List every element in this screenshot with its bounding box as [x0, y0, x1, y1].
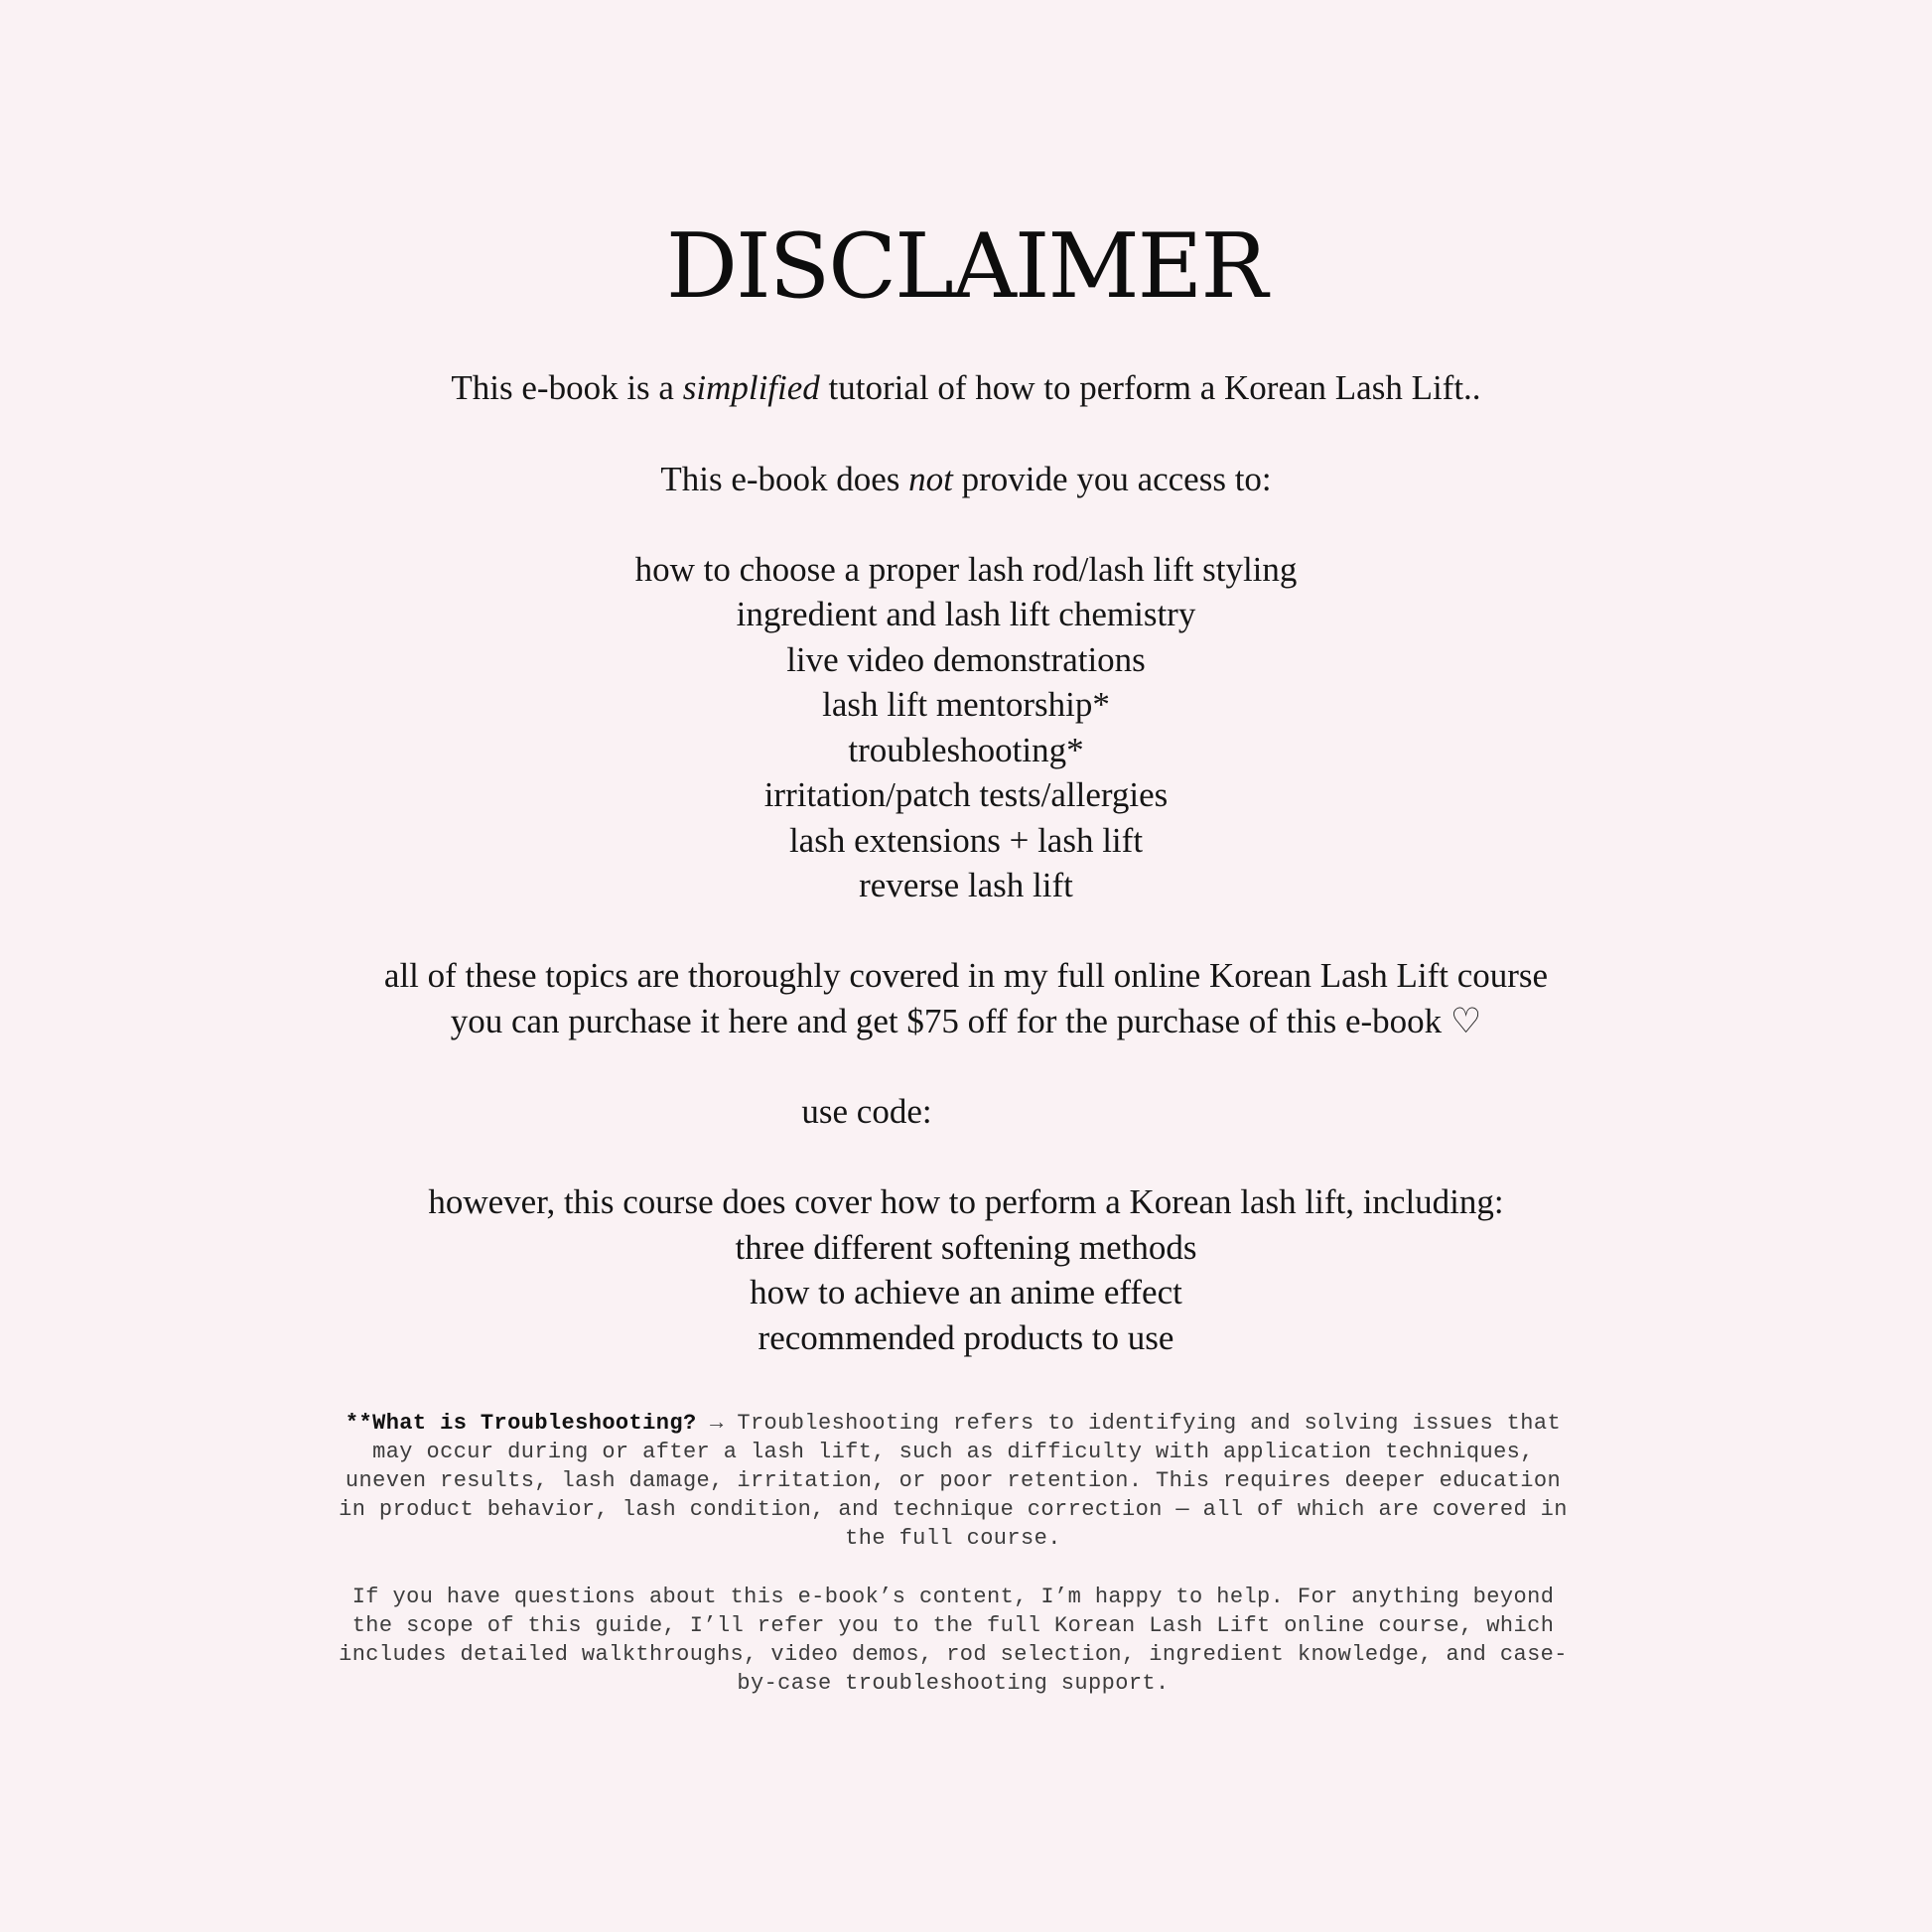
code-label: use code: [801, 1092, 932, 1131]
page-title: DISCLAIMER [665, 214, 1267, 319]
troubleshooting-body: → Troubleshooting refers to identifying and solving issues that may occur during or after a lash lift, such as difficulty with application techniques, uneven results, lash damage, irritation, or poor retention. This requires deeper education in product behavior, lash condition, and technique correction — all of which are covered in the full course. [339, 1411, 1568, 1551]
troubleshooting-heading: **What is Troubleshooting? [345, 1411, 697, 1436]
course-promo-line: you can purchase it here and get $75 off for the purchase of this e-book ♡ [450, 1002, 1482, 1040]
list-item: ingredient and lash lift chemistry [736, 595, 1196, 633]
not-access-suffix: provide you access to: [952, 460, 1272, 498]
list-item: irritation/patch tests/allergies [763, 775, 1169, 814]
covered-intro: however, this course does cover how to perform a Korean lash lift, including: [428, 1182, 1504, 1221]
not-access-prefix: This e-book does [660, 460, 909, 498]
intro-emphasis: simplified [682, 368, 820, 407]
troubleshooting-note [328, 1409, 1579, 1553]
list-item: three different softening methods [735, 1228, 1197, 1267]
questions-note: If you have questions about this e-book’s content, I’m happy to help. For anything beyond the scope of this guide, I’ll refer you to the full Korean Lash Lift online course, which includes detailed walkthroughs, video demos, rod selection, ingredient knowledge, and case-by-case troubleshooting support. [339, 1585, 1568, 1696]
list-item: lash extensions + lash lift [788, 821, 1144, 860]
not-access-emphasis: not [908, 460, 953, 498]
list-item: how to achieve an anime effect [750, 1273, 1182, 1311]
intro-line [0, 365, 1932, 410]
list-item: troubleshooting* [848, 731, 1084, 769]
course-promo-line: all of these topics are thoroughly covered in my full online Korean Lash Lift course [383, 956, 1549, 995]
list-item: how to choose a proper lash rod/lash lift styling [634, 550, 1298, 589]
not-access-line [0, 457, 1932, 501]
list-item: live video demonstrations [786, 640, 1146, 679]
intro-suffix: tutorial of how to perform a Korean Lash Lift.. [819, 368, 1481, 407]
list-item: reverse lash lift [859, 866, 1073, 904]
list-item: lash lift mentorship* [822, 685, 1110, 724]
intro-prefix: This e-book is a [451, 368, 683, 407]
list-item: recommended products to use [758, 1318, 1174, 1357]
